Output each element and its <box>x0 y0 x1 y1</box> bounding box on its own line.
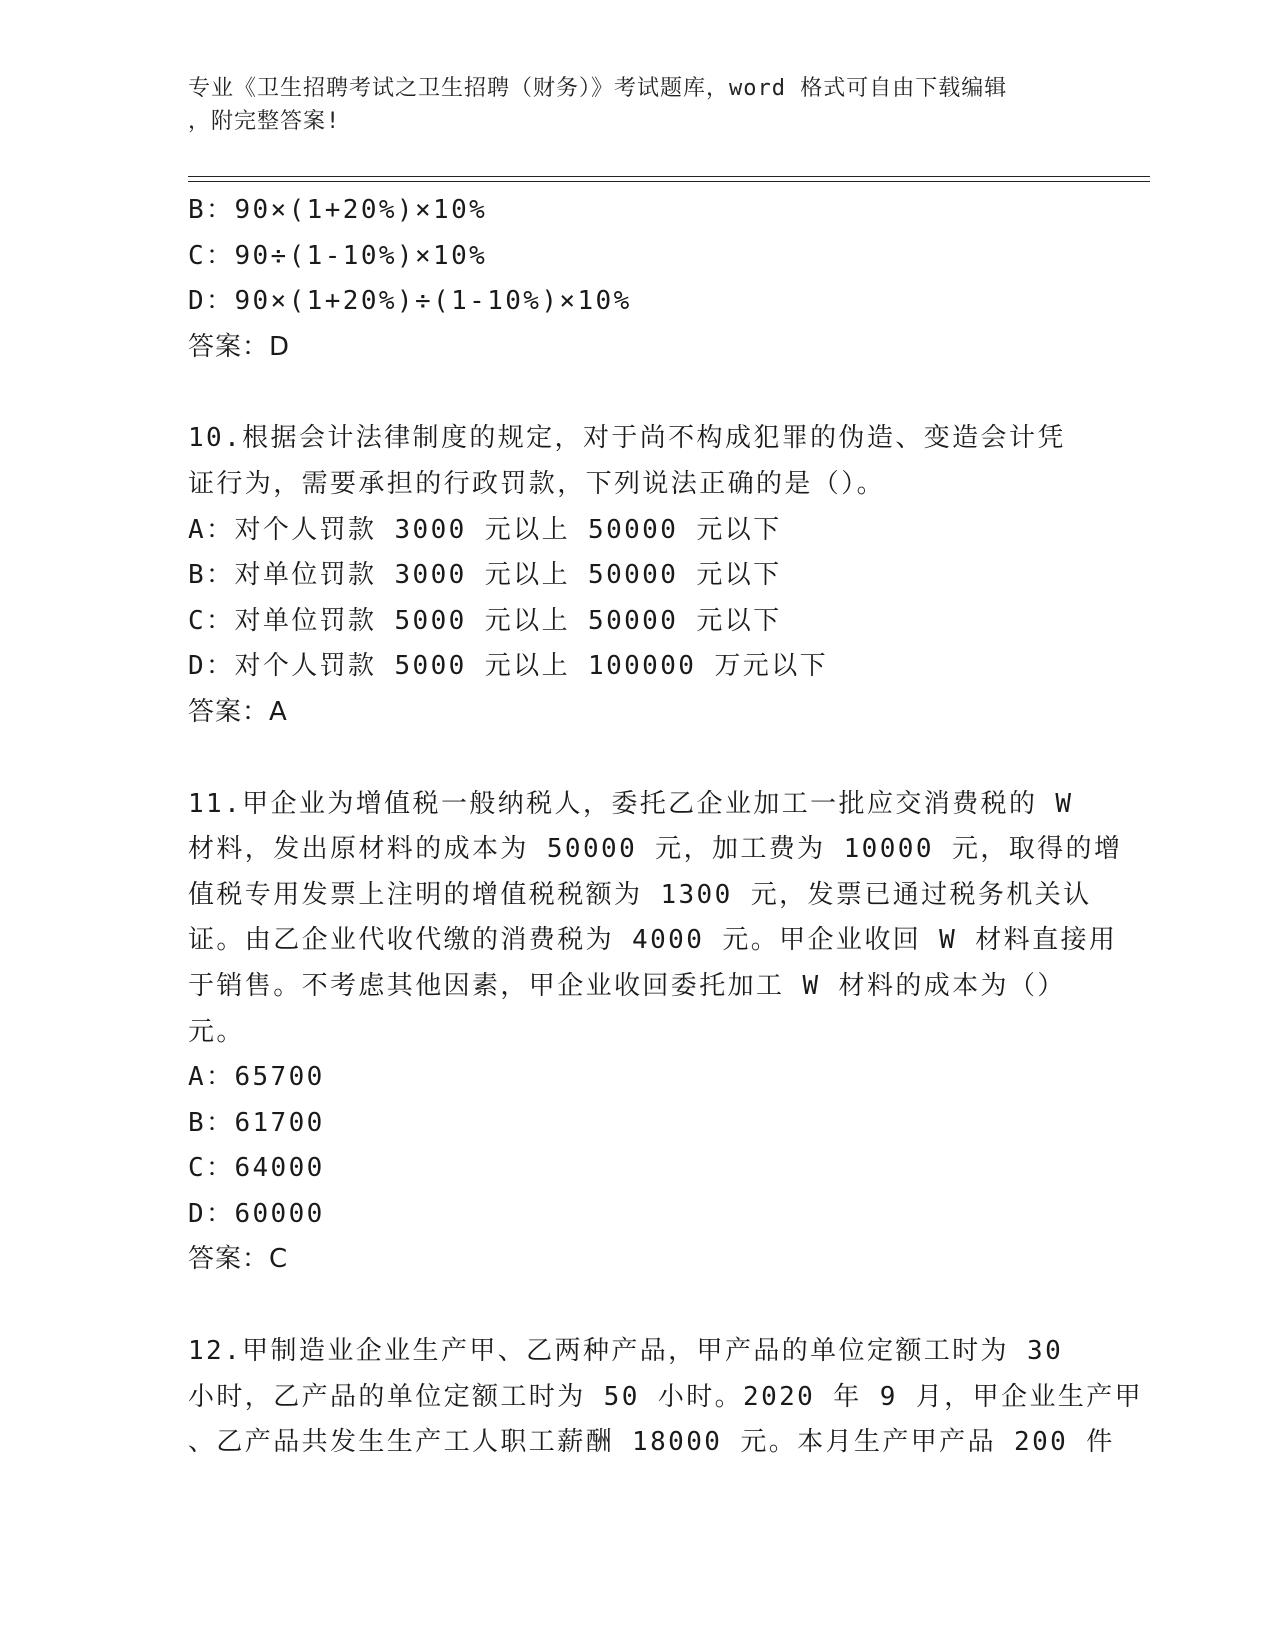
question-text-line: 小时，乙产品的单位定额工时为 50 小时。2020 年 9 月，甲企业生产甲 <box>188 1381 1144 1412</box>
question-text-line: 值税专用发票上注明的增值税税额为 1300 元，发票已通过税务机关认 <box>188 879 1092 910</box>
option-d: D：60000 <box>188 1198 325 1229</box>
option-a: A：对个人罚款 3000 元以上 50000 元以下 <box>188 514 782 545</box>
option-b: B：对单位罚款 3000 元以上 50000 元以下 <box>188 560 782 591</box>
header-line-1: 专业《卫生招聘考试之卫生招聘（财务）》考试题库，word 格式可自由下载编辑 <box>188 76 1008 101</box>
spacer <box>188 736 1088 782</box>
option-b: B：90×(1+20%)×10% <box>188 195 488 225</box>
page-header <box>188 72 1088 138</box>
question-text-line: 证行为，需要承担的行政罚款，下列说法正确的是（）。 <box>188 468 886 499</box>
answer-line: 答案：C <box>188 1244 289 1275</box>
spacer <box>188 370 1088 416</box>
question-text-line: 12.甲制造业企业生产甲、乙两种产品，甲产品的单位定额工时为 30 <box>188 1336 1064 1367</box>
option-c: C：64000 <box>188 1153 325 1184</box>
question-text-line: 于销售。不考虑其他因素，甲企业收回委托加工 W 材料的成本为（） <box>188 970 1066 1001</box>
question-text-line: 11.甲企业为增值税一般纳税人，委托乙企业加工一批应交消费税的 W <box>188 788 1074 819</box>
answer-line: 答案：A <box>188 696 288 727</box>
header-divider <box>188 176 1150 182</box>
spacer <box>188 1283 1088 1329</box>
option-d: D：对个人罚款 5000 元以上 100000 万元以下 <box>188 651 828 682</box>
option-c: C：90÷(1-10%)×10% <box>188 240 488 271</box>
option-a: A：65700 <box>188 1062 325 1093</box>
option-c: C：对单位罚款 5000 元以上 50000 元以下 <box>188 605 782 636</box>
question-12 <box>188 1329 1144 1466</box>
header-line-2: ，附完整答案! <box>188 109 341 134</box>
question-text-line: 证。由乙企业代收代缴的消费税为 4000 元。甲企业收回 W 材料直接用 <box>188 925 1118 956</box>
question-9-tail <box>188 188 1088 370</box>
question-text-line: 10.根据会计法律制度的规定，对于尚不构成犯罪的伪造、变造会计凭 <box>188 423 1066 454</box>
question-text-line: 、乙产品共发生生产工人职工薪酬 18000 元。本月生产甲产品 200 件 <box>188 1427 1115 1458</box>
option-d: D：90×(1+20%)÷(1-10%)×10% <box>188 286 632 317</box>
question-11 <box>188 782 1123 1284</box>
question-text-line: 材料，发出原材料的成本为 50000 元，加工费为 10000 元，取得的增 <box>188 834 1123 865</box>
option-b: B：61700 <box>188 1107 325 1138</box>
answer-line: 答案：D <box>188 331 291 362</box>
question-10 <box>188 416 1088 735</box>
question-content <box>188 188 1144 1466</box>
question-text-line: 元。 <box>188 1016 245 1047</box>
